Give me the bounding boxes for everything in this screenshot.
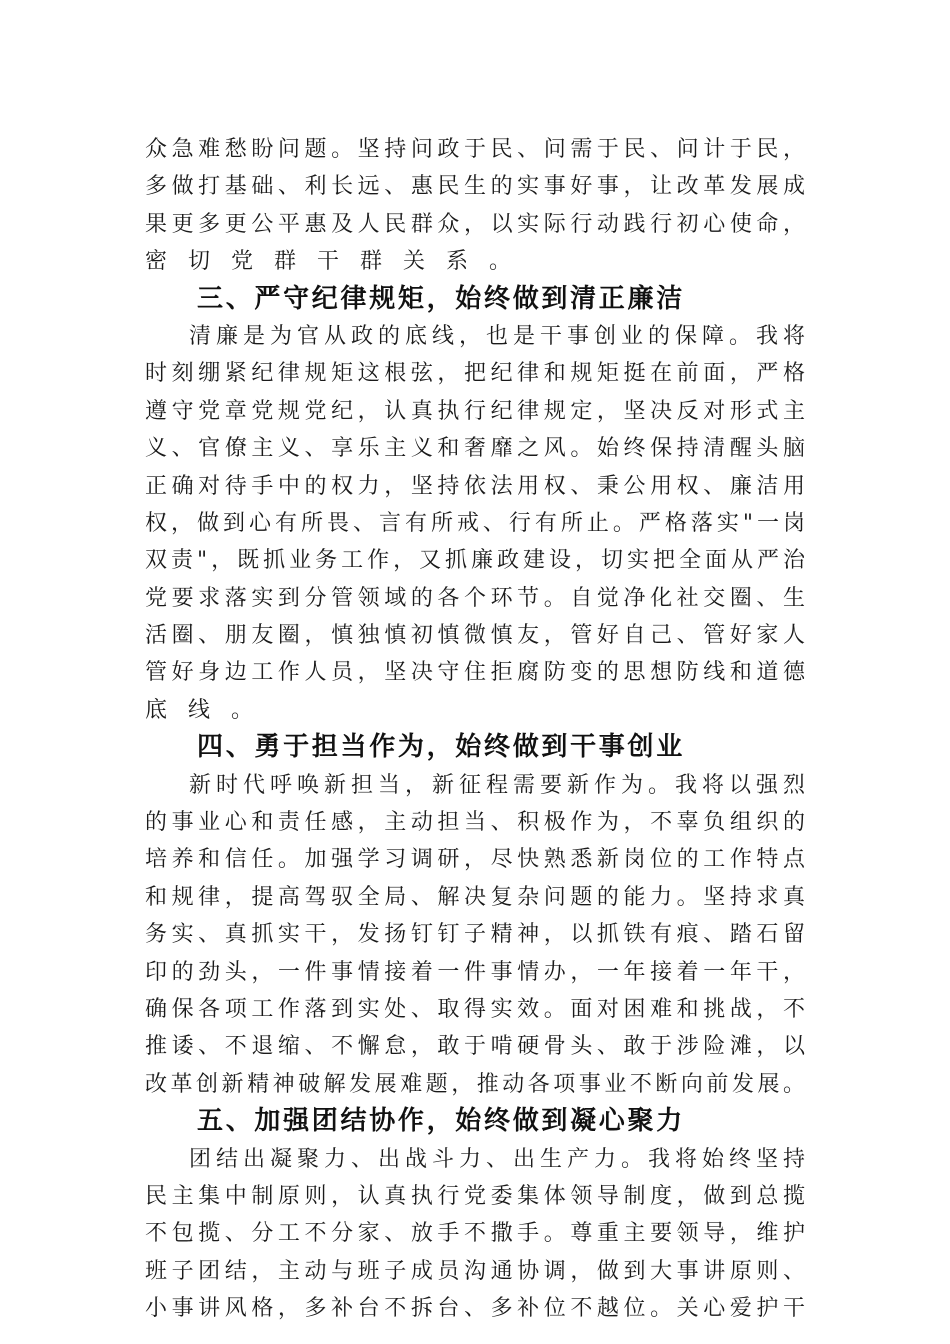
paragraph-line: 果更多更公平惠及人民群众，以实际行动践行初心使命， [145, 211, 805, 237]
paragraph-line: 遵守党章党规党纪，认真执行纪律规定，坚决反对形式主 [145, 398, 805, 424]
paragraph-line: 印的劲头，一件事情接着一件事情办，一年接着一年干， [145, 959, 805, 985]
paragraph-line: 务实、真抓实干，发扬钉钉子精神，以抓铁有痕、踏石留 [145, 922, 805, 948]
paragraph-line: 众急难愁盼问题。坚持问政于民、问需于民、问计于民， [145, 137, 805, 162]
paragraph-line: 多做打基础、利长远、惠民生的实事好事，让改革发展成 [145, 174, 805, 200]
paragraph-line: 管好身边工作人员，坚决守住拒腐防变的思想防线和道德 [145, 660, 805, 686]
paragraph-line: 密切党群干群关系。 [145, 249, 533, 275]
paragraph-line: 班子团结，主动与班子成员沟通协调，做到大事讲原则、 [145, 1258, 805, 1284]
document-page [145, 131, 805, 1328]
paragraph-line: 活圈、朋友圈，慎独慎初慎微慎友，管好自己、管好家人 [145, 623, 805, 649]
section-heading: 四、勇于担当作为，始终做到干事创业 [197, 732, 685, 763]
section-heading: 五、加强团结协作，始终做到凝心聚力 [197, 1106, 685, 1137]
paragraph-line: 双责"，既抓业务工作，又抓廉政建设，切实把全面从严治 [145, 548, 805, 574]
paragraph-line: 推诿、不退缩、不懈怠，敢于啃硬骨头、敢于涉险滩，以 [145, 1034, 805, 1060]
paragraph-line: 时刻绷紧纪律规矩这根弦，把纪律和规矩挺在前面，严格 [145, 361, 805, 387]
paragraph-line: 义、官僚主义、享乐主义和奢靡之风。始终保持清醒头脑 [145, 436, 805, 462]
paragraph-line: 的事业心和责任感，主动担当、积极作为，不辜负组织的 [145, 810, 805, 836]
paragraph-line: 不包揽、分工不分家、放手不撒手。尊重主要领导，维护 [145, 1221, 805, 1247]
paragraph-line: 培养和信任。加强学习调研，尽快熟悉新岗位的工作特点 [145, 847, 805, 873]
paragraph-line: 和规律，提高驾驭全局、解决复杂问题的能力。坚持求真 [145, 884, 805, 910]
paragraph-line: 正确对待手中的权力，坚持依法用权、秉公用权、廉洁用 [145, 473, 805, 499]
paragraph-line: 团结出凝聚力、出战斗力、出生产力。我将始终坚持 [189, 1146, 805, 1172]
paragraph-line: 改革创新精神破解发展难题，推动各项事业不断向前发展。 [145, 1071, 805, 1097]
paragraph-line: 小事讲风格，多补台不拆台、多补位不越位。关心爱护干 [145, 1296, 805, 1322]
paragraph-line: 民主集中制原则，认真执行党委集体领导制度，做到总揽 [145, 1183, 805, 1209]
paragraph-line: 党要求落实到分管领域的各个环节。自觉净化社交圈、生 [145, 585, 805, 611]
paragraph-line: 新时代呼唤新担当，新征程需要新作为。我将以强烈 [189, 772, 805, 798]
paragraph-line: 权，做到心有所畏、言有所戒、行有所止。严格落实"一岗 [145, 510, 805, 536]
paragraph-line: 底线。 [145, 697, 275, 723]
section-heading: 三、严守纪律规矩，始终做到清正廉洁 [197, 283, 685, 314]
paragraph-line: 清廉是为官从政的底线，也是干事创业的保障。我将 [189, 323, 805, 349]
paragraph-line: 确保各项工作落到实处、取得实效。面对困难和挑战，不 [145, 996, 805, 1022]
